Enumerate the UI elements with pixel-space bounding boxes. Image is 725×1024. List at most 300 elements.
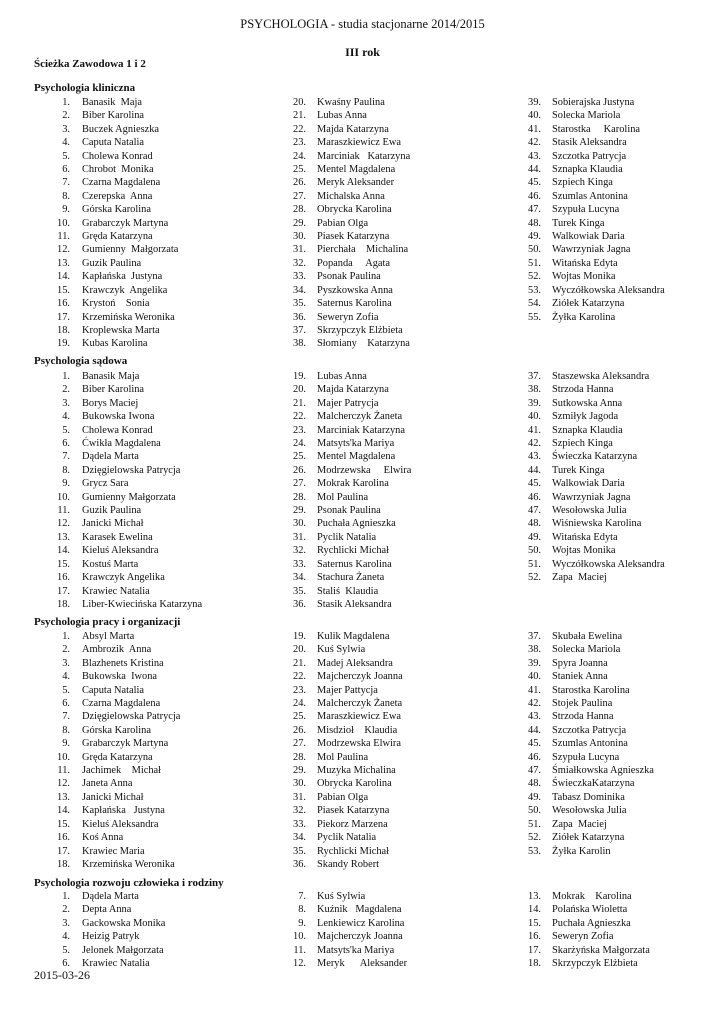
list-item [282, 737, 403, 750]
student-name: Wojtas Monika [552, 271, 616, 283]
list-item [46, 230, 178, 243]
item-number: 30. [293, 231, 306, 243]
list-item [46, 917, 165, 930]
item-number: 4. [62, 411, 70, 423]
item-number: 19. [293, 631, 306, 642]
student-name: Kulik Magdalena [317, 631, 390, 642]
student-name: Kapłańska Justyna [82, 271, 163, 283]
list-item [46, 643, 180, 656]
item-number: 48. [528, 518, 541, 530]
item-number: 27. [293, 478, 306, 490]
student-name: Gręda Katarzyna [82, 751, 153, 763]
student-name: Psonak Paulina [317, 271, 381, 283]
student-name: Gumienny Małgorzata [82, 244, 179, 256]
student-name: Pyclik Natalia [317, 531, 377, 543]
item-number: 32. [293, 257, 306, 269]
item-number: 33. [293, 558, 306, 570]
list-item [282, 684, 403, 697]
list-item [46, 670, 180, 683]
item-number: 7. [62, 451, 70, 463]
list-item [282, 571, 411, 584]
list-item [46, 311, 178, 324]
student-name: Biber Karolina [82, 384, 145, 396]
list-item [517, 109, 665, 122]
student-name: Modrzewska Elwira [317, 464, 412, 476]
list-item [282, 136, 410, 149]
student-name: Walkowiak Daria [552, 231, 625, 243]
list-item [517, 558, 665, 571]
item-number: 43. [528, 451, 541, 463]
item-number: 6. [62, 698, 70, 710]
student-name: Skarżyńska Małgorzata [552, 944, 650, 956]
list-item [517, 764, 654, 777]
list-item [282, 324, 410, 337]
student-name: Grabarczyk Martyna [82, 738, 169, 750]
name-column [517, 96, 665, 324]
item-number: 14. [528, 904, 541, 916]
item-number: 47. [528, 505, 541, 517]
item-number: 11. [293, 944, 306, 956]
list-item [46, 383, 202, 396]
student-name: Skrzypczyk Elżbieta [317, 324, 403, 336]
list-item [46, 150, 178, 163]
student-name: Tabasz Dominika [552, 791, 625, 803]
list-item [46, 531, 202, 544]
item-number: 10. [57, 217, 70, 229]
student-name: Solecka Mariola [552, 644, 621, 656]
list-item [282, 544, 411, 557]
item-number: 25. [293, 164, 306, 176]
student-name: Mentel Magdalena [317, 451, 396, 463]
name-column [517, 890, 650, 970]
student-name: Pabian Olga [317, 217, 369, 229]
item-number: 45. [528, 177, 541, 189]
item-number: 46. [528, 491, 541, 503]
item-number: 46. [528, 190, 541, 202]
item-number: 27. [293, 738, 306, 750]
student-name: Pyszkowska Anna [317, 284, 393, 296]
list-item [46, 598, 202, 611]
name-column [282, 96, 410, 351]
item-number: 50. [528, 545, 541, 557]
item-number: 26. [293, 724, 306, 736]
student-name: Spyra Joanna [552, 657, 608, 669]
list-item [282, 957, 407, 970]
list-item [517, 670, 654, 683]
item-number: 8. [298, 904, 306, 916]
list-item [517, 917, 650, 930]
student-name: Majda Katarzyna [317, 384, 389, 396]
item-number: 19. [293, 371, 306, 382]
list-item [46, 297, 178, 310]
list-item [46, 450, 202, 463]
student-name: Heizig Patryk [82, 931, 140, 943]
item-number: 18. [57, 858, 70, 870]
item-number: 3. [62, 397, 70, 409]
item-number: 23. [293, 684, 306, 696]
item-number: 24. [293, 438, 306, 450]
list-item [46, 109, 178, 122]
student-name: Wojtas Monika [552, 545, 616, 557]
student-name: Dzięgielowska Patrycja [82, 711, 181, 723]
item-number: 46. [528, 751, 541, 763]
student-name: Banasik Maja [82, 371, 140, 382]
item-number: 52. [528, 271, 541, 283]
item-number: 44. [528, 164, 541, 176]
student-name: Kieluś Aleksandra [82, 545, 159, 557]
list-item [517, 477, 665, 490]
list-item [46, 684, 180, 697]
item-number: 41. [528, 123, 541, 135]
item-number: 41. [528, 424, 541, 436]
student-name: Kieluś Aleksandra [82, 818, 159, 830]
item-number: 51. [528, 818, 541, 830]
list-item [517, 643, 654, 656]
list-item [282, 917, 407, 930]
student-name: Górska Karolina [82, 204, 151, 216]
list-item [46, 324, 178, 337]
item-number: 11. [57, 505, 70, 517]
item-number: 24. [293, 698, 306, 710]
student-name: Meryk Aleksander [317, 177, 395, 189]
list-item [282, 270, 410, 283]
list-item [517, 464, 665, 477]
item-number: 33. [293, 818, 306, 830]
student-name: Popanda Agata [317, 257, 391, 269]
list-item [282, 903, 407, 916]
list-item [517, 903, 650, 916]
item-number: 6. [62, 438, 70, 450]
item-number: 42. [528, 438, 541, 450]
list-item [46, 630, 180, 643]
student-name: Polańska Wioletta [552, 904, 628, 916]
list-item [517, 491, 665, 504]
item-number: 3. [62, 917, 70, 929]
student-name: Sutkowska Anna [552, 397, 623, 409]
item-number: 25. [293, 711, 306, 723]
student-name: Banasik Maja [82, 97, 143, 108]
name-column [282, 890, 407, 970]
student-name: Kuźnik Magdalena [317, 904, 402, 916]
student-name: Stasik Aleksandra [552, 137, 627, 149]
student-name: Szczotka Patrycja [552, 150, 627, 162]
list-item [517, 230, 665, 243]
list-item [517, 504, 665, 517]
item-number: 55. [528, 311, 541, 323]
list-item [46, 284, 178, 297]
item-number: 29. [293, 765, 306, 777]
list-item [282, 791, 403, 804]
student-name: Walkowiak Daria [552, 478, 625, 490]
list-item [517, 684, 654, 697]
list-item [46, 517, 202, 530]
student-name: Caputa Natalia [82, 137, 145, 149]
list-item [517, 517, 665, 530]
item-number: 15. [57, 558, 70, 570]
student-name: Staniek Anna [552, 671, 608, 683]
student-name: Modrzewska Elwira [317, 738, 401, 750]
student-name: Wesołowska Julia [552, 505, 627, 517]
item-number: 28. [293, 204, 306, 216]
student-name: Gackowska Monika [82, 917, 166, 929]
list-item [517, 831, 654, 844]
student-name: Krzemińska Weronika [82, 311, 175, 323]
student-name: Pabian Olga [317, 791, 369, 803]
student-name: Blazhenets Kristina [82, 657, 164, 669]
list-item [282, 163, 410, 176]
item-number: 49. [528, 531, 541, 543]
item-number: 9. [62, 478, 70, 490]
item-number: 16. [57, 832, 70, 844]
list-item [517, 804, 654, 817]
item-number: 37. [528, 631, 541, 642]
student-name: Mol Paulina [317, 751, 369, 763]
student-name: Biber Karolina [82, 110, 145, 122]
item-number: 6. [62, 958, 70, 970]
student-name: Górska Karolina [82, 724, 151, 736]
item-number: 11. [57, 231, 70, 243]
list-item [46, 270, 178, 283]
student-name: Krzemińska Weronika [82, 858, 175, 870]
list-item [282, 944, 407, 957]
student-name: Krawiec Natalia [82, 958, 150, 970]
student-name: Turek Kinga [552, 464, 605, 476]
section-title: Psychologia kliniczna [34, 82, 136, 94]
list-item [282, 123, 410, 136]
item-number: 7. [298, 891, 306, 902]
student-name: Stachura Żaneta [317, 572, 385, 584]
item-number: 34. [293, 284, 306, 296]
student-name: Solecka Mariola [552, 110, 621, 122]
item-number: 5. [62, 424, 70, 436]
item-number: 41. [528, 684, 541, 696]
student-name: Majer Pattycja [317, 684, 378, 696]
item-number: 12. [57, 518, 70, 530]
list-item [46, 903, 165, 916]
item-number: 49. [528, 791, 541, 803]
list-item [282, 437, 411, 450]
item-number: 38. [293, 338, 306, 350]
student-name: Świeczka Katarzyna [552, 451, 638, 463]
student-name: Bukowska Iwona [82, 411, 155, 423]
student-name: Lubas Anna [317, 371, 367, 382]
student-name: Liber-Kwiecińska Katarzyna [82, 598, 203, 610]
list-item [282, 890, 407, 903]
student-name: Mokrak Karolina [317, 478, 389, 490]
name-column [282, 630, 403, 871]
list-item [282, 818, 403, 831]
student-name: Żyłka Karolina [552, 311, 616, 323]
item-number: 18. [57, 598, 70, 610]
student-name: Psonak Paulina [317, 505, 381, 517]
list-item [46, 944, 165, 957]
item-number: 20. [293, 384, 306, 396]
student-name: Szpiech Kinga [552, 177, 613, 189]
list-item [282, 464, 411, 477]
item-number: 47. [528, 204, 541, 216]
list-item [282, 410, 411, 423]
student-name: Skrzypczyk Elżbieta [552, 958, 638, 970]
student-name: Krawiec Natalia [82, 585, 150, 597]
student-name: Meryk Aleksander [317, 958, 408, 970]
item-number: 33. [293, 271, 306, 283]
item-number: 22. [293, 671, 306, 683]
student-name: Misdzioł Klaudia [317, 724, 398, 736]
list-item [517, 136, 665, 149]
student-name: Stasik Aleksandra [317, 598, 392, 610]
student-name: Kwaśny Paulina [317, 97, 385, 108]
list-item [517, 724, 654, 737]
student-name: Janeta Anna [82, 778, 133, 790]
item-number: 1. [62, 97, 70, 108]
item-number: 3. [62, 657, 70, 669]
section-title: Psychologia rozwoju człowieka i rodziny [34, 877, 224, 889]
student-name: Szczotka Patrycja [552, 724, 627, 736]
item-number: 11. [57, 765, 70, 777]
student-name: Piekorz Marzena [317, 818, 388, 830]
student-name: Ćwikła Magdalena [82, 438, 161, 450]
item-number: 45. [528, 738, 541, 750]
student-name: Bukowska Iwona [82, 671, 158, 683]
list-item [517, 710, 654, 723]
name-column [46, 630, 180, 871]
item-number: 2. [62, 384, 70, 396]
list-item [517, 930, 650, 943]
student-name: Kroplewska Marta [82, 324, 160, 336]
list-item [46, 464, 202, 477]
item-number: 1. [62, 371, 70, 382]
item-number: 34. [293, 832, 306, 844]
student-name: Skandy Robert [317, 858, 380, 870]
item-number: 40. [528, 110, 541, 122]
section-title: Psychologia pracy i organizacji [34, 616, 181, 628]
list-item [517, 203, 665, 216]
list-item [517, 257, 665, 270]
name-column [282, 370, 411, 611]
list-item [282, 109, 410, 122]
list-item [46, 370, 202, 383]
list-item [282, 710, 403, 723]
list-item [282, 176, 410, 189]
list-item [282, 531, 411, 544]
list-item [282, 337, 410, 350]
list-item [517, 217, 665, 230]
list-item [46, 203, 178, 216]
item-number: 16. [57, 298, 70, 310]
item-number: 39. [528, 97, 541, 108]
student-name: Dzięgielowska Patrycja [82, 464, 181, 476]
item-number: 17. [528, 944, 541, 956]
item-number: 54. [528, 298, 541, 310]
list-item [46, 437, 202, 450]
list-item [46, 424, 202, 437]
item-number: 35. [293, 585, 306, 597]
student-name: Matsyts'ka Mariya [317, 944, 395, 956]
student-name: Caputa Natalia [82, 684, 145, 696]
list-item [46, 724, 180, 737]
student-name: Staszewska Aleksandra [552, 371, 650, 382]
item-number: 47. [528, 765, 541, 777]
list-item [46, 791, 180, 804]
list-item [517, 737, 654, 750]
list-item [517, 531, 665, 544]
student-name: Kubas Karolina [82, 338, 148, 350]
item-number: 52. [528, 572, 541, 584]
list-item [46, 96, 178, 109]
list-item [46, 657, 180, 670]
list-item [517, 163, 665, 176]
list-item [46, 737, 180, 750]
item-number: 44. [528, 464, 541, 476]
student-name: Kuś Sylwia [317, 891, 366, 902]
item-number: 38. [528, 644, 541, 656]
item-number: 14. [57, 271, 70, 283]
list-item [517, 630, 654, 643]
list-item [46, 764, 180, 777]
list-item [46, 890, 165, 903]
student-name: Piasek Katarzyna [317, 805, 390, 817]
item-number: 16. [528, 931, 541, 943]
item-number: 49. [528, 231, 541, 243]
student-name: Chrobot Monika [82, 164, 154, 176]
name-column [46, 96, 178, 351]
student-name: Strzoda Hanna [552, 711, 614, 723]
item-number: 25. [293, 451, 306, 463]
student-name: Kapłańska Justyna [82, 805, 165, 817]
item-number: 42. [528, 698, 541, 710]
list-item [46, 804, 180, 817]
list-item [517, 270, 665, 283]
item-number: 43. [528, 150, 541, 162]
student-name: Lubas Anna [317, 110, 367, 122]
list-item [282, 491, 411, 504]
list-item [46, 217, 178, 230]
student-name: Maraszkiewicz Ewa [317, 137, 401, 149]
item-number: 28. [293, 751, 306, 763]
list-item [517, 96, 665, 109]
student-name: Ziółek Katarzyna [552, 298, 625, 310]
student-name: Puchała Agnieszka [317, 518, 396, 530]
item-number: 14. [57, 545, 70, 557]
list-item [282, 804, 403, 817]
list-item [282, 397, 411, 410]
student-name: Mol Paulina [317, 491, 369, 503]
student-name: Depta Anna [82, 904, 132, 916]
item-number: 21. [293, 397, 306, 409]
list-item [282, 558, 411, 571]
student-name: Malcherczyk Żaneta [317, 698, 403, 710]
item-number: 15. [528, 917, 541, 929]
item-number: 37. [293, 324, 306, 336]
item-number: 29. [293, 217, 306, 229]
student-name: Szpiech Kinga [552, 438, 613, 450]
student-name: Wawrzyniak Jagna [552, 491, 631, 503]
list-item [46, 697, 180, 710]
student-name: Gumienny Małgorzata [82, 491, 176, 503]
item-number: 48. [528, 217, 541, 229]
list-item [282, 585, 411, 598]
item-number: 52. [528, 832, 541, 844]
student-name: Obrycka Karolina [317, 778, 392, 790]
list-item [517, 150, 665, 163]
list-item [517, 544, 665, 557]
list-item [517, 791, 654, 804]
list-item [46, 136, 178, 149]
document-title: PSYCHOLOGIA - studia stacjonarne 2014/2015 [240, 17, 485, 31]
item-number: 13. [57, 531, 70, 543]
student-name: Czarna Magdalena [82, 177, 161, 189]
item-number: 1. [62, 631, 70, 642]
